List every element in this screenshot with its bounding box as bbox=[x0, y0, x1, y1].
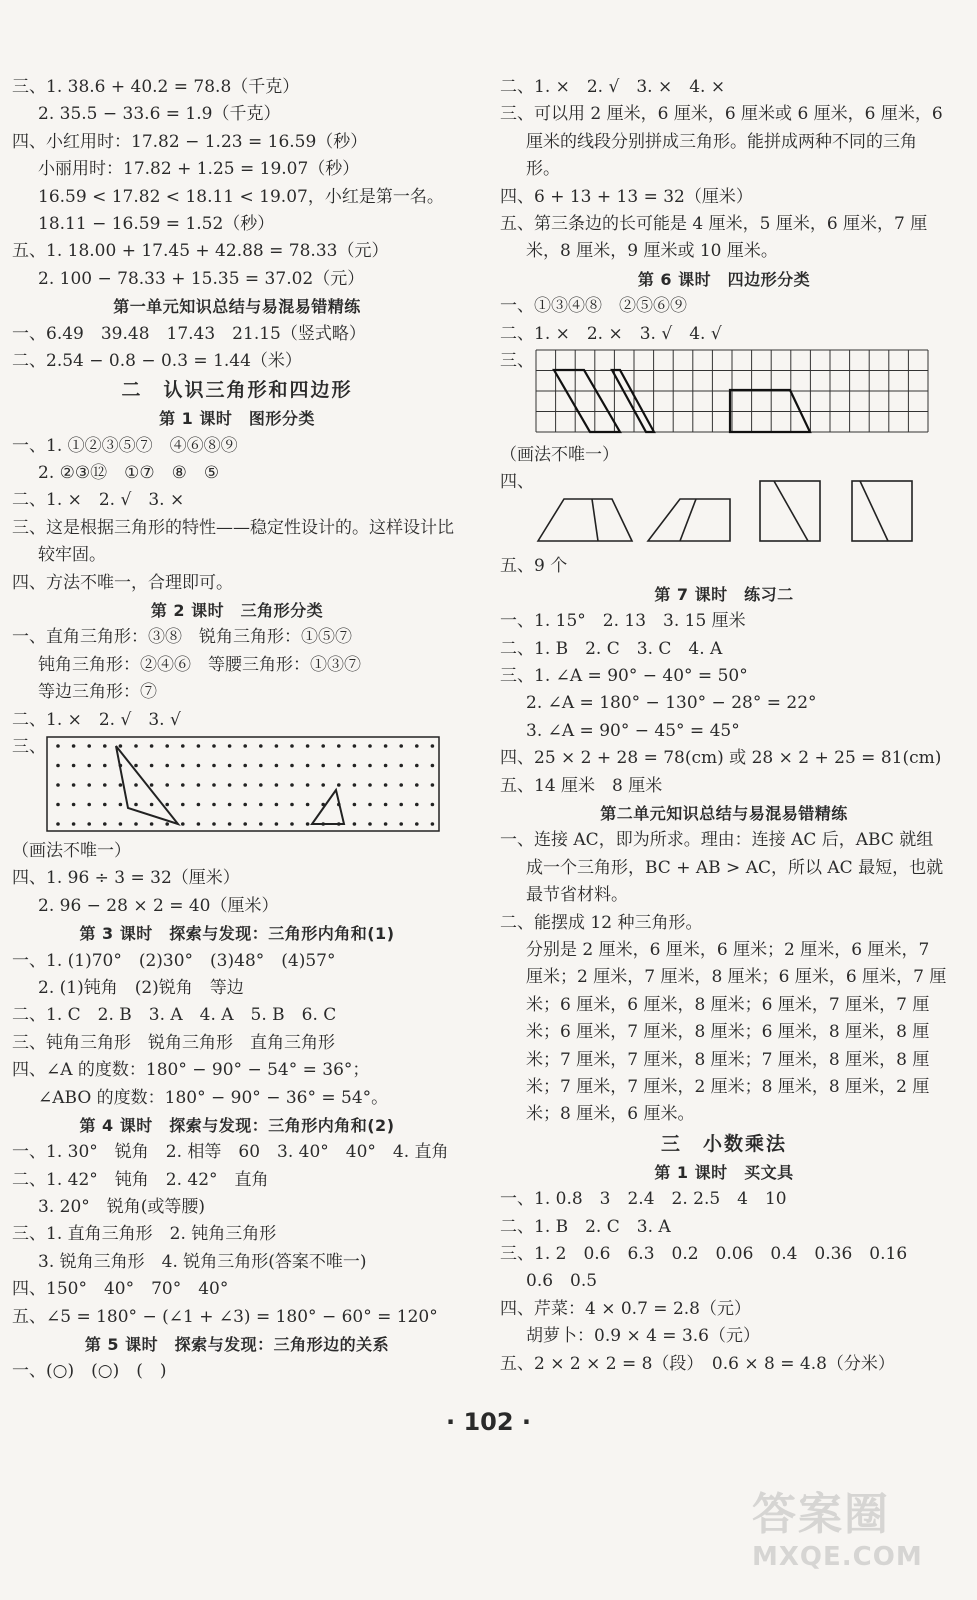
grid-dot bbox=[306, 783, 310, 787]
grid-dot bbox=[290, 783, 294, 787]
answer-line: 一、1. 30° 锐角 2. 相等 60 3. 40° 40° 4. 直角 bbox=[12, 1142, 449, 1163]
lesson-heading: 第 4 课时 探索与发现：三角形内角和(2) bbox=[79, 1115, 395, 1135]
grid-dot bbox=[431, 822, 435, 826]
answer-line: 一、连接 AC，即为所求。理由：连接 AC 后，ABC 就组成一个三角形，BC + AB > AC，所以 AC 最短，也就最节省材料。 bbox=[500, 830, 944, 906]
answer-line: 钝角三角形：②④⑥ 等腰三角形：①③⑦ bbox=[38, 654, 361, 675]
grid-dot bbox=[275, 803, 279, 807]
grid-dot bbox=[243, 744, 247, 748]
grid-dot bbox=[290, 803, 294, 807]
answer-line: 三、1. ∠A = 90° − 40° = 50° bbox=[500, 665, 748, 686]
grid-dot bbox=[399, 803, 403, 807]
answer-line: 一、1. ①②③⑤⑦ ④⑥⑧⑨ bbox=[12, 435, 238, 456]
grid-dot bbox=[353, 764, 357, 768]
grid-dot bbox=[197, 803, 201, 807]
answer-line: 二、2.54 − 0.8 − 0.3 = 1.44（米） bbox=[12, 350, 302, 371]
grid-dot bbox=[415, 764, 419, 768]
answer-line: 三、这是根据三角形的特性——稳定性设计的。这样设计比较牢固。 bbox=[12, 517, 454, 566]
grid-dot bbox=[290, 822, 294, 826]
grid-dot bbox=[275, 744, 279, 748]
grid-dot bbox=[431, 783, 435, 787]
answer-line: 四、 bbox=[500, 472, 534, 493]
grid-dot bbox=[87, 822, 91, 826]
section-heading: 第一单元知识总结与易混易错精练 bbox=[113, 297, 361, 317]
grid-dot bbox=[275, 764, 279, 768]
grid-dot bbox=[321, 764, 325, 768]
grid-dot bbox=[259, 783, 263, 787]
grid-dot bbox=[259, 744, 263, 748]
grid-dot bbox=[103, 822, 107, 826]
grid-dot bbox=[321, 783, 325, 787]
right-column bbox=[500, 74, 948, 1378]
grid-dot bbox=[259, 764, 263, 768]
answer-line: 四、∠A 的度数：180° − 90° − 54° = 36°； bbox=[12, 1060, 370, 1081]
answer-line: 五、14 厘米 8 厘米 bbox=[500, 775, 663, 796]
grid-dot bbox=[228, 783, 232, 787]
grid-dot bbox=[181, 764, 185, 768]
grid-dot bbox=[165, 783, 169, 787]
answer-line: 四、1. 96 ÷ 3 = 32（厘米） bbox=[12, 868, 240, 889]
grid-dot bbox=[87, 744, 91, 748]
grid-dot bbox=[384, 783, 388, 787]
answer-line: 二、1. C 2. B 3. A 4. A 5. B 6. C bbox=[12, 1005, 337, 1026]
answer-line: 三、钝角三角形 锐角三角形 直角三角形 bbox=[12, 1032, 335, 1053]
grid-dot bbox=[181, 783, 185, 787]
grid-dot bbox=[353, 783, 357, 787]
answer-line: 2. 96 − 28 × 2 = 40（厘米） bbox=[38, 895, 279, 916]
grid-dot bbox=[119, 783, 123, 787]
answer-line: 2. ∠A = 180° − 130° − 28° = 22° bbox=[526, 693, 817, 714]
grid-dot bbox=[181, 744, 185, 748]
grid-dot bbox=[72, 822, 76, 826]
lesson-heading: 第 3 课时 探索与发现：三角形内角和(1) bbox=[79, 924, 395, 944]
grid-parallelograms bbox=[534, 348, 934, 438]
answer-line: 四、150° 40° 70° 40° bbox=[12, 1279, 229, 1300]
grid-dot bbox=[181, 803, 185, 807]
grid-dot bbox=[56, 783, 60, 787]
grid-dot bbox=[431, 803, 435, 807]
grid-dot bbox=[87, 764, 91, 768]
grid-dot bbox=[228, 803, 232, 807]
answer-line: 五、9 个 bbox=[500, 556, 568, 577]
dot-grid-triangles bbox=[46, 736, 446, 836]
grid-dot bbox=[197, 764, 201, 768]
grid-dot bbox=[368, 744, 372, 748]
grid-dot bbox=[368, 783, 372, 787]
grid-dot bbox=[415, 744, 419, 748]
grid-dot bbox=[243, 803, 247, 807]
grid-dot bbox=[384, 822, 388, 826]
grid-dot bbox=[72, 744, 76, 748]
grid-dot bbox=[337, 764, 341, 768]
unit-heading: 二 认识三角形和四边形 bbox=[121, 379, 353, 402]
grid-dot bbox=[150, 822, 154, 826]
grid-dot bbox=[384, 764, 388, 768]
answer-line: ∠ABO 的度数：180° − 90° − 36° = 54°。 bbox=[38, 1087, 389, 1108]
answer-line: 一、①③④⑧ ②⑤⑥⑨ bbox=[500, 296, 687, 317]
grid-dot bbox=[384, 744, 388, 748]
grid-dot bbox=[212, 822, 216, 826]
lesson-heading: 第 1 课时 买文具 bbox=[654, 1162, 794, 1182]
grid-dot bbox=[181, 822, 185, 826]
lesson-heading: 第 1 课时 图形分类 bbox=[159, 409, 315, 429]
grid-dot bbox=[290, 764, 294, 768]
answer-line: 一、1. 0.8 3 2.4 2. 2.5 4 10 bbox=[500, 1189, 787, 1210]
answer-line: 3. 锐角三角形 4. 锐角三角形(答案不唯一) bbox=[38, 1251, 367, 1272]
answer-line: 三、1. 38.6 + 40.2 = 78.8（千克） bbox=[12, 77, 300, 97]
grid-dot bbox=[72, 764, 76, 768]
answer-line: 三、 bbox=[12, 737, 46, 758]
answer-line: 四、6 + 13 + 13 = 32（厘米） bbox=[500, 186, 753, 207]
grid-dot bbox=[275, 783, 279, 787]
grid-dot bbox=[431, 764, 435, 768]
answer-line: 五、2 × 2 × 2 = 8（段） 0.6 × 8 = 4.8（分米） bbox=[500, 1353, 895, 1374]
answer-line: 小丽用时：17.82 + 1.25 = 19.07（秒） bbox=[38, 159, 360, 180]
answer-line: 一、1. 15° 2. 13 3. 15 厘米 bbox=[500, 611, 746, 632]
grid-dot bbox=[150, 803, 154, 807]
answer-line: 五、∠5 = 180° − (∠1 + ∠3) = 180° − 60° = 120° bbox=[12, 1306, 438, 1327]
grid-dot bbox=[119, 744, 123, 748]
grid-dot bbox=[353, 744, 357, 748]
answer-line: 等边三角形：⑦ bbox=[38, 682, 157, 703]
trapezoid-shapes bbox=[530, 475, 950, 551]
grid-dot bbox=[243, 783, 247, 787]
answer-line: 二、1. B 2. C 3. A bbox=[500, 1216, 671, 1237]
grid-dot bbox=[134, 764, 138, 768]
grid-dot bbox=[228, 764, 232, 768]
grid-dot bbox=[56, 803, 60, 807]
grid-dot bbox=[103, 783, 107, 787]
grid-dot bbox=[306, 764, 310, 768]
answer-line: 16.59 < 17.82 < 18.11 < 19.07，小红是第一名。 bbox=[38, 186, 444, 207]
answer-line: 一、1. (1)70° (2)30° (3)48° (4)57° bbox=[12, 950, 336, 971]
answer-line: 一、(○) (○) ( ) bbox=[12, 1361, 167, 1382]
answer-line: 四、25 × 2 + 28 = 78(cm) 或 28 × 2 + 25 = 81(cm) bbox=[500, 748, 942, 769]
answer-line: 2. ②③⑫ ①⑦ ⑧ ⑤ bbox=[38, 463, 220, 484]
grid-dot bbox=[228, 744, 232, 748]
grid-dot bbox=[103, 803, 107, 807]
answer-line: 胡萝卜：0.9 × 4 = 3.6（元） bbox=[526, 1326, 760, 1347]
grid-dot bbox=[259, 803, 263, 807]
answer-line: （画法不唯一） bbox=[12, 841, 131, 862]
answer-line: 2. (1)钝角 (2)锐角 等边 bbox=[38, 977, 244, 998]
grid-dot bbox=[87, 783, 91, 787]
grid-dot bbox=[353, 822, 357, 826]
grid-dot bbox=[212, 803, 216, 807]
unit-heading: 三 小数乘法 bbox=[660, 1132, 787, 1155]
grid-dot bbox=[119, 822, 123, 826]
answer-line: 三、1. 2 0.6 6.3 0.2 0.06 0.4 0.36 0.16 0.6 0.5 bbox=[500, 1243, 925, 1292]
answer-line: 二、1. × 2. √ 3. × bbox=[12, 490, 185, 511]
answer-line: 二、能摆成 12 种三角形。 bbox=[500, 912, 703, 933]
grid-dot bbox=[243, 764, 247, 768]
grid-dot bbox=[134, 803, 138, 807]
grid-dot bbox=[321, 744, 325, 748]
grid-dot bbox=[415, 822, 419, 826]
grid-dot bbox=[243, 822, 247, 826]
grid-dot bbox=[306, 744, 310, 748]
answer-line: 二、1. × 2. √ 3. × 4. × bbox=[500, 77, 726, 97]
grid-dot bbox=[368, 803, 372, 807]
lesson-heading: 第 2 课时 三角形分类 bbox=[150, 601, 324, 621]
answer-line: 二、1. × 2. √ 3. √ bbox=[12, 709, 181, 730]
watermark-logo: 答案圈 MXQE.COM bbox=[752, 1489, 923, 1572]
answer-line: 三、可以用 2 厘米，6 厘米，6 厘米或 6 厘米，6 厘米，6 厘米的线段分别拼成三角形。能拼成两种不同的三角形。 bbox=[500, 104, 943, 180]
quad-figures bbox=[500, 469, 948, 553]
answer-line: 三、1. 直角三角形 2. 钝角三角形 bbox=[12, 1224, 277, 1245]
answer-line: 二、1. × 2. × 3. √ 4. √ bbox=[500, 323, 722, 344]
answer-line: 四、芹菜：4 × 0.7 = 2.8（元） bbox=[500, 1298, 751, 1319]
grid-dot bbox=[306, 803, 310, 807]
answer-line: 五、第三条边的长可能是 4 厘米，5 厘米，6 厘米，7 厘米，8 厘米，9 厘米或 10 厘米。 bbox=[500, 214, 928, 262]
grid-dot bbox=[150, 744, 154, 748]
grid-dot bbox=[72, 803, 76, 807]
grid-dot bbox=[399, 822, 403, 826]
grid-dot bbox=[384, 803, 388, 807]
grid-dot bbox=[337, 744, 341, 748]
left-column bbox=[12, 74, 462, 1386]
grid-dot bbox=[56, 822, 60, 826]
grid-dot bbox=[212, 764, 216, 768]
grid-dot bbox=[228, 822, 232, 826]
grid-dot bbox=[103, 764, 107, 768]
grid-dot bbox=[165, 822, 169, 826]
grid-dot bbox=[399, 764, 403, 768]
grid-dot bbox=[399, 744, 403, 748]
grid-dot bbox=[150, 783, 154, 787]
answer-line: 3. ∠A = 90° − 45° = 45° bbox=[526, 720, 740, 741]
grid-dot bbox=[56, 764, 60, 768]
grid-dot bbox=[87, 803, 91, 807]
grid-dot bbox=[165, 744, 169, 748]
grid-dot bbox=[353, 803, 357, 807]
dot-grid-figure bbox=[12, 734, 462, 838]
grid-dot bbox=[275, 822, 279, 826]
answer-line: 2. 35.5 − 33.6 = 1.9（千克） bbox=[38, 104, 281, 125]
answer-line: 三、 bbox=[500, 350, 534, 371]
grid-dot bbox=[431, 744, 435, 748]
grid-dot bbox=[290, 744, 294, 748]
grid-dot bbox=[56, 744, 60, 748]
grid-dot bbox=[212, 783, 216, 787]
grid-dot bbox=[134, 744, 138, 748]
answer-line: 一、6.49 39.48 17.43 21.15（竖式略） bbox=[12, 323, 366, 344]
grid-dot bbox=[415, 783, 419, 787]
answer-line: （画法不唯一） bbox=[500, 444, 619, 465]
answer-line: 二、1. 42° 钝角 2. 42° 直角 bbox=[12, 1169, 269, 1190]
answer-line: 四、小红用时：17.82 − 1.23 = 16.59（秒） bbox=[12, 131, 368, 152]
grid-dot bbox=[337, 783, 341, 787]
answer-line: 2. 100 − 78.33 + 15.35 = 37.02（元） bbox=[38, 268, 365, 289]
lesson-heading: 第 5 课时 探索与发现：三角形边的关系 bbox=[84, 1335, 390, 1355]
answer-line: 18.11 − 16.59 = 1.52（秒） bbox=[38, 213, 275, 234]
section-heading: 第二单元知识总结与易混易错精练 bbox=[600, 803, 848, 823]
grid-dot bbox=[134, 783, 138, 787]
grid-dot bbox=[165, 803, 169, 807]
grid-dot bbox=[415, 803, 419, 807]
grid-dot bbox=[212, 744, 216, 748]
answer-line: 一、直角三角形：③⑧ 锐角三角形：①⑤⑦ bbox=[12, 627, 352, 648]
grid-dot bbox=[368, 764, 372, 768]
answer-line: 四、方法不唯一，合理即可。 bbox=[12, 572, 233, 593]
grid-dot bbox=[150, 764, 154, 768]
square-grid-figure bbox=[500, 348, 948, 442]
answer-line: 二、1. B 2. C 3. C 4. A bbox=[500, 638, 723, 659]
grid-dot bbox=[399, 783, 403, 787]
grid-dot bbox=[259, 822, 263, 826]
grid-dot bbox=[197, 783, 201, 787]
grid-dot bbox=[72, 783, 76, 787]
grid-dot bbox=[165, 764, 169, 768]
grid-dot bbox=[306, 822, 310, 826]
answer-line: 3. 20° 锐角(或等腰) bbox=[38, 1197, 206, 1218]
answer-line: 五、1. 18.00 + 17.45 + 42.88 = 78.33（元） bbox=[12, 241, 389, 262]
lesson-heading: 第 7 课时 练习二 bbox=[654, 584, 794, 604]
grid-dot bbox=[197, 744, 201, 748]
grid-dot bbox=[197, 822, 201, 826]
grid-dot bbox=[119, 803, 123, 807]
answer-line: 分别是 2 厘米，6 厘米，6 厘米；2 厘米，6 厘米，7 厘米；2 厘米，7 厘米，8 厘米；6 厘米，6 厘米，7 厘米；6 厘米，6 厘米，8 厘米；6 厘米，7 厘米，7 厘米；6 厘米，7 厘米，8 厘米；6 厘米，8 厘米，8 厘米；7 厘米，7 厘米，8 厘米；7 厘米，8 厘米，8 厘米；7 厘米，7 厘米，2 厘米；8 厘米，8 厘米，2 厘米；8 厘米，6 厘米。 bbox=[526, 939, 947, 1125]
grid-dot bbox=[368, 822, 372, 826]
grid-dot bbox=[134, 822, 138, 826]
lesson-heading: 第 6 课时 四边形分类 bbox=[637, 269, 811, 289]
grid-dot bbox=[103, 744, 107, 748]
page-number: · 102 · bbox=[445, 1408, 532, 1436]
